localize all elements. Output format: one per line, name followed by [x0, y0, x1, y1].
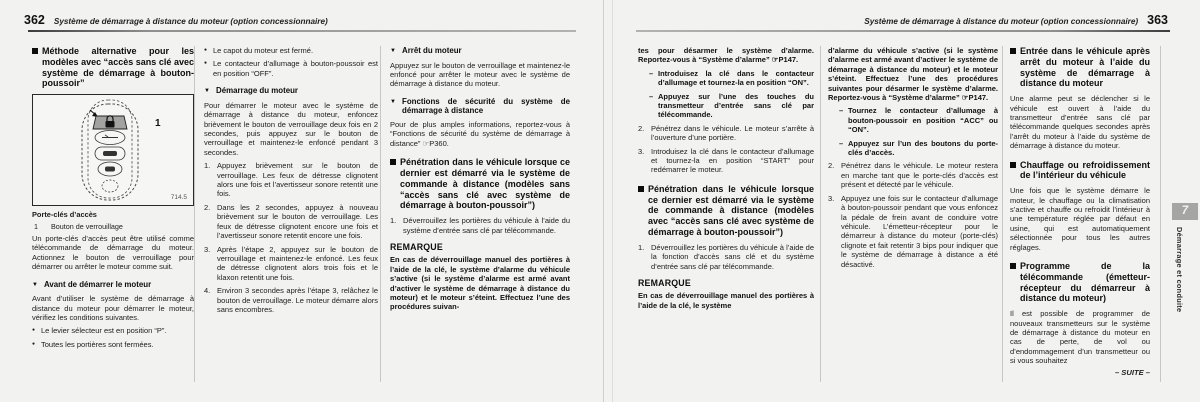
- page-header-title: Système de démarrage à distance du moteur (option concessionnaire): [864, 17, 1139, 26]
- page-header-left: [24, 13, 328, 27]
- chapter-tab-label: Démarrage et conduite: [1175, 227, 1184, 313]
- continuation-marker: – SUITE –: [1114, 368, 1150, 377]
- column-2: [828, 46, 998, 384]
- item-number: 1.: [390, 216, 397, 226]
- page-header-title: Système de démarrage à distance du moteur (option concessionnaire): [53, 17, 328, 26]
- note-paragraph: En cas de déverrouillage manuel des portières à l’aide de la clé, le système d’alarme du véhicule s’active (si le système d’alarme est armé avant d’activer le système de démarrage à distance du moteur) et le moteur s’éteint. Effectuez l’une des procédures suivan-: [390, 255, 570, 312]
- figure-code: 714.5: [170, 194, 187, 202]
- section-heading: [32, 46, 194, 89]
- paragraph: Pour de plus amples informations, reportez-vous à “Fonctions de sécurité du système de démarrage à distance” ☞P360.: [390, 120, 570, 148]
- square-bullet-icon: [1010, 48, 1016, 54]
- item-text: Pénétrez dans le véhicule. Le moteur s’arrête à l’ouverture d’une portière.: [651, 123, 814, 143]
- figure-caption: Porte-clés d’accès: [32, 210, 97, 220]
- paragraph: Une fois que le système démarre le moteur, le chauffage ou la climatisation s’active et chauffe ou refroidit l’intérieur à une température réglée par défaut en usine, qui est automatiquement sélectionnée pour tous les autres réglages.: [1010, 186, 1150, 252]
- heading-text: Méthode alternative pour les modèles avec “accès sans clé avec système de démarrage à bouton-poussoir”: [42, 46, 194, 89]
- sub-heading: [204, 86, 378, 97]
- section-heading: [1010, 261, 1150, 304]
- bullet-item: [204, 59, 378, 78]
- item-text: Dans les 2 secondes, appuyez à nouveau brièvement sur le bouton de verrouillage. Les feux de détresse clignotent encore une fois et l’avertisseur sonore retentit encore une fois.: [217, 202, 378, 241]
- triangle-marker-icon: ▼: [390, 48, 396, 54]
- sub-heading: [390, 46, 570, 57]
- column-3: [390, 46, 570, 384]
- numbered-item: [390, 216, 570, 235]
- item-number: 3.: [828, 193, 835, 203]
- section-heading: [638, 184, 814, 238]
- numbered-item: [204, 245, 378, 283]
- column-1: [638, 46, 814, 384]
- column-divider: [820, 46, 821, 382]
- item-text: Le levier sélecteur est en position “P”.: [41, 326, 167, 336]
- page-363: [628, 6, 1196, 396]
- bullet-item: [204, 46, 378, 55]
- spine-divider-2: [612, 0, 613, 402]
- note-paragraph: En cas de déverrouillage manuel des portières à l’aide de la clé, le système: [638, 291, 814, 310]
- item-text: Appuyez sur l’un des boutons du porte-clés d’accès.: [848, 138, 998, 158]
- item-text: Introduisez la clé dans le contacteur d’allumage et tournez-la en position “START” pour redémarrer le moteur.: [651, 146, 814, 175]
- note-heading: REMARQUE: [390, 242, 443, 253]
- bullet-icon: ●: [32, 340, 36, 347]
- item-number: 4.: [204, 286, 211, 296]
- key-fob-figure: [32, 94, 194, 206]
- item-text: Démarrage du moteur: [216, 86, 298, 96]
- item-text: Appuyez brièvement sur le bouton de verrouillage. Les feux de détresse clignotent alors une fois et l’avertisseur sonore retentit une fois.: [217, 161, 378, 199]
- item-number: 2.: [204, 202, 211, 212]
- bullet-item: [32, 326, 194, 335]
- sub-heading: [32, 280, 194, 291]
- item-number: 2.: [828, 161, 835, 171]
- dash-item: [638, 69, 814, 88]
- figure-legend-item: [34, 222, 194, 231]
- square-bullet-icon: [1010, 162, 1016, 168]
- column-divider: [194, 46, 195, 382]
- square-bullet-icon: [1010, 263, 1016, 269]
- item-number: 1.: [638, 242, 645, 252]
- numbered-item: [828, 161, 998, 189]
- item-text: Le capot du moteur est fermé.: [213, 46, 314, 55]
- dash-icon: –: [649, 68, 654, 78]
- page-header-right: [628, 13, 1168, 27]
- chapter-tab-number: 7: [1172, 203, 1198, 220]
- triangle-marker-icon: ▼: [390, 98, 396, 105]
- column-divider: [380, 46, 381, 382]
- column-1-body: [32, 234, 194, 349]
- item-text: Le contacteur d’allumage à bouton-poussoir est en position “OFF”.: [213, 59, 378, 78]
- page-number: 363: [1147, 13, 1168, 27]
- item-text: Déverrouillez les portières du véhicule à l’aide de la fonction d’accès sans clé et du système d’entrée sans clé par télécommande.: [651, 242, 814, 271]
- item-text: Arrêt du moteur: [402, 46, 462, 55]
- key-fob-illustration: [33, 95, 193, 205]
- item-text: Après l’étape 2, appuyez sur le bouton de verrouillage et maintenez-le enfoncé. Les feux de détresse clignotent alors trois fois et le klaxon retentit une fois.: [217, 244, 378, 282]
- legend-number: 1: [34, 221, 38, 231]
- numbered-item: [638, 124, 814, 143]
- item-text: Pénétrez dans le véhicule. Le moteur restera en marche tant que le porte-clés d’accès est présent et détecté par le véhicule.: [841, 161, 998, 190]
- item-text: Environ 3 secondes après l’étape 3, relâchez le bouton de verrouillage. Le moteur démarre alors sans encombres.: [217, 286, 378, 314]
- legend-label: Bouton de verrouillage: [51, 221, 123, 231]
- paragraph: Un porte-clés d’accès peut être utilisé comme télécommande de démarrage du moteur. Actionnez le bouton de verrouillage pour démarrer ou arrêter le moteur comme suit.: [32, 234, 194, 272]
- callout-label: 1: [155, 118, 161, 130]
- header-rule: [28, 30, 576, 32]
- item-number: 2.: [638, 123, 645, 133]
- spine-divider: [603, 0, 604, 402]
- item-text: Tournez le contacteur d’allumage à bouton-poussoir en position “ACC” ou “ON”.: [848, 106, 998, 135]
- page-362: [24, 6, 580, 396]
- dash-item: [828, 106, 998, 134]
- dash-icon: –: [649, 91, 654, 101]
- paragraph: Appuyez sur le bouton de verrouillage et maintenez-le enfoncé pour arrêter le moteur avec le système de démarrage à distance du moteur.: [390, 60, 570, 89]
- paragraph: Pour démarrer le moteur avec le système de démarrage à distance du moteur, enfoncez brièvement le bouton de verrouillage deux fois en 2 secondes, puis appuyez sur le bouton de verrouillage et maintenez-le enfoncé pendant 3 secondes.: [204, 100, 378, 157]
- item-text: Appuyez une fois sur le contacteur d’allumage à bouton-poussoir pendant que vous enfoncez la pédale de frein avant de conduire votre véhicule. L’émetteur-récepteur pour le démarreur à distance du moteur (porte-clés) clignote et fait retentir 3 bips pour indiquer que le système de démarrage à distance a été désactivé.: [841, 193, 998, 269]
- bullet-icon: ●: [204, 60, 208, 67]
- column-2: [204, 46, 378, 384]
- dash-item: [828, 139, 998, 158]
- column-3: [1010, 46, 1150, 384]
- square-bullet-icon: [390, 159, 396, 165]
- header-rule: [636, 30, 1170, 32]
- column-1-head: [32, 46, 194, 89]
- item-text: Introduisez la clé dans le contacteur d’allumage et tournez-la en position “ON”.: [658, 68, 814, 88]
- item-text: Déverrouillez les portières du véhicule à l’aide du système d’entrée sans clé par télécommande.: [403, 216, 570, 235]
- item-text: Fonctions de sécurité du système de démarrage à distance: [402, 96, 570, 116]
- paragraph: Une alarme peut se déclencher si le véhicule est ouvert à l’aide du transmetteur d’entrée sans clé par télécommande quelques secondes après l’arrêt du moteur à l’aide du système de démarrage à distance du moteur.: [1010, 94, 1150, 151]
- square-bullet-icon: [638, 186, 644, 192]
- heading-text: Programme de la télécommande (émetteur-récepteur du démarreur à distance du moteur): [1020, 261, 1150, 304]
- note-paragraph: d’alarme du véhicule s’active (si le système d’alarme est armé avant d’activer le système de démarrage à distance du moteur) et le moteur s’éteint. Effectuez l’une des procédures suivantes pour désarmer le système d’alarme. Reportez-vous à “Système d’alarme” ☞P147.: [828, 46, 998, 103]
- item-text: Appuyez sur l’une des touches du transmetteur d’entrée sans clé par télécommande.: [658, 91, 814, 120]
- paragraph: Avant d’utiliser le système de démarrage à distance du moteur pour démarrer le moteur, vérifiez les conditions suivantes.: [32, 294, 194, 323]
- triangle-marker-icon: ▼: [204, 88, 210, 95]
- section-heading: [1010, 160, 1150, 182]
- section-heading: [390, 157, 570, 211]
- numbered-item: [204, 203, 378, 241]
- numbered-item: [204, 286, 378, 314]
- item-number: 1.: [204, 161, 211, 171]
- bullet-icon: ●: [204, 47, 208, 53]
- note-paragraph: tes pour désarmer le système d’alarme. Reportez-vous à “Système d’alarme” ☞P147.: [638, 46, 814, 65]
- dash-icon: –: [839, 106, 844, 116]
- square-bullet-icon: [32, 48, 38, 54]
- heading-text: Chauffage ou refroidissement de l’intérieur du véhicule: [1020, 159, 1150, 181]
- bullet-item: [32, 340, 194, 349]
- column-1: [32, 46, 194, 384]
- item-number: 3.: [638, 146, 645, 156]
- bullet-icon: ●: [32, 327, 36, 334]
- column-divider: [1002, 46, 1003, 382]
- heading-text: Entrée dans le véhicule après arrêt du moteur à l’aide du système de démarrage à distance du moteur: [1020, 46, 1150, 89]
- dash-item: [638, 92, 814, 120]
- item-text: Avant de démarrer le moteur: [44, 279, 152, 289]
- item-number: 3.: [204, 244, 211, 254]
- tab-divider: [1160, 46, 1161, 382]
- heading-text: Pénétration dans le véhicule lorsque ce dernier est démarré via le système de commande à distance (modèles sans “accès sans clé avec système de démarrage à bouton-poussoir”): [400, 157, 570, 211]
- numbered-item: [638, 243, 814, 271]
- numbered-item: [638, 147, 814, 175]
- page-number: 362: [24, 13, 45, 27]
- section-heading: [1010, 46, 1150, 89]
- note-heading: REMARQUE: [638, 278, 691, 289]
- item-text: Toutes les portières sont fermées.: [41, 339, 154, 349]
- heading-text: Pénétration dans le véhicule lorsque ce dernier est démarré via le système de commande à distance (modèles avec “accès sans clé avec système de démarrage à bouton-poussoir”): [648, 183, 814, 238]
- numbered-item: [828, 194, 998, 269]
- numbered-item: [204, 161, 378, 199]
- sub-heading: [390, 97, 570, 116]
- dash-icon: –: [839, 138, 844, 148]
- paragraph: Il est possible de programmer de nouveaux transmetteurs sur le système de démarrage à distance du moteur en cas de perte, de vol ou d’endommagement d’un transmetteur ou si vous souhaitez: [1010, 309, 1150, 366]
- triangle-marker-icon: ▼: [32, 281, 38, 288]
